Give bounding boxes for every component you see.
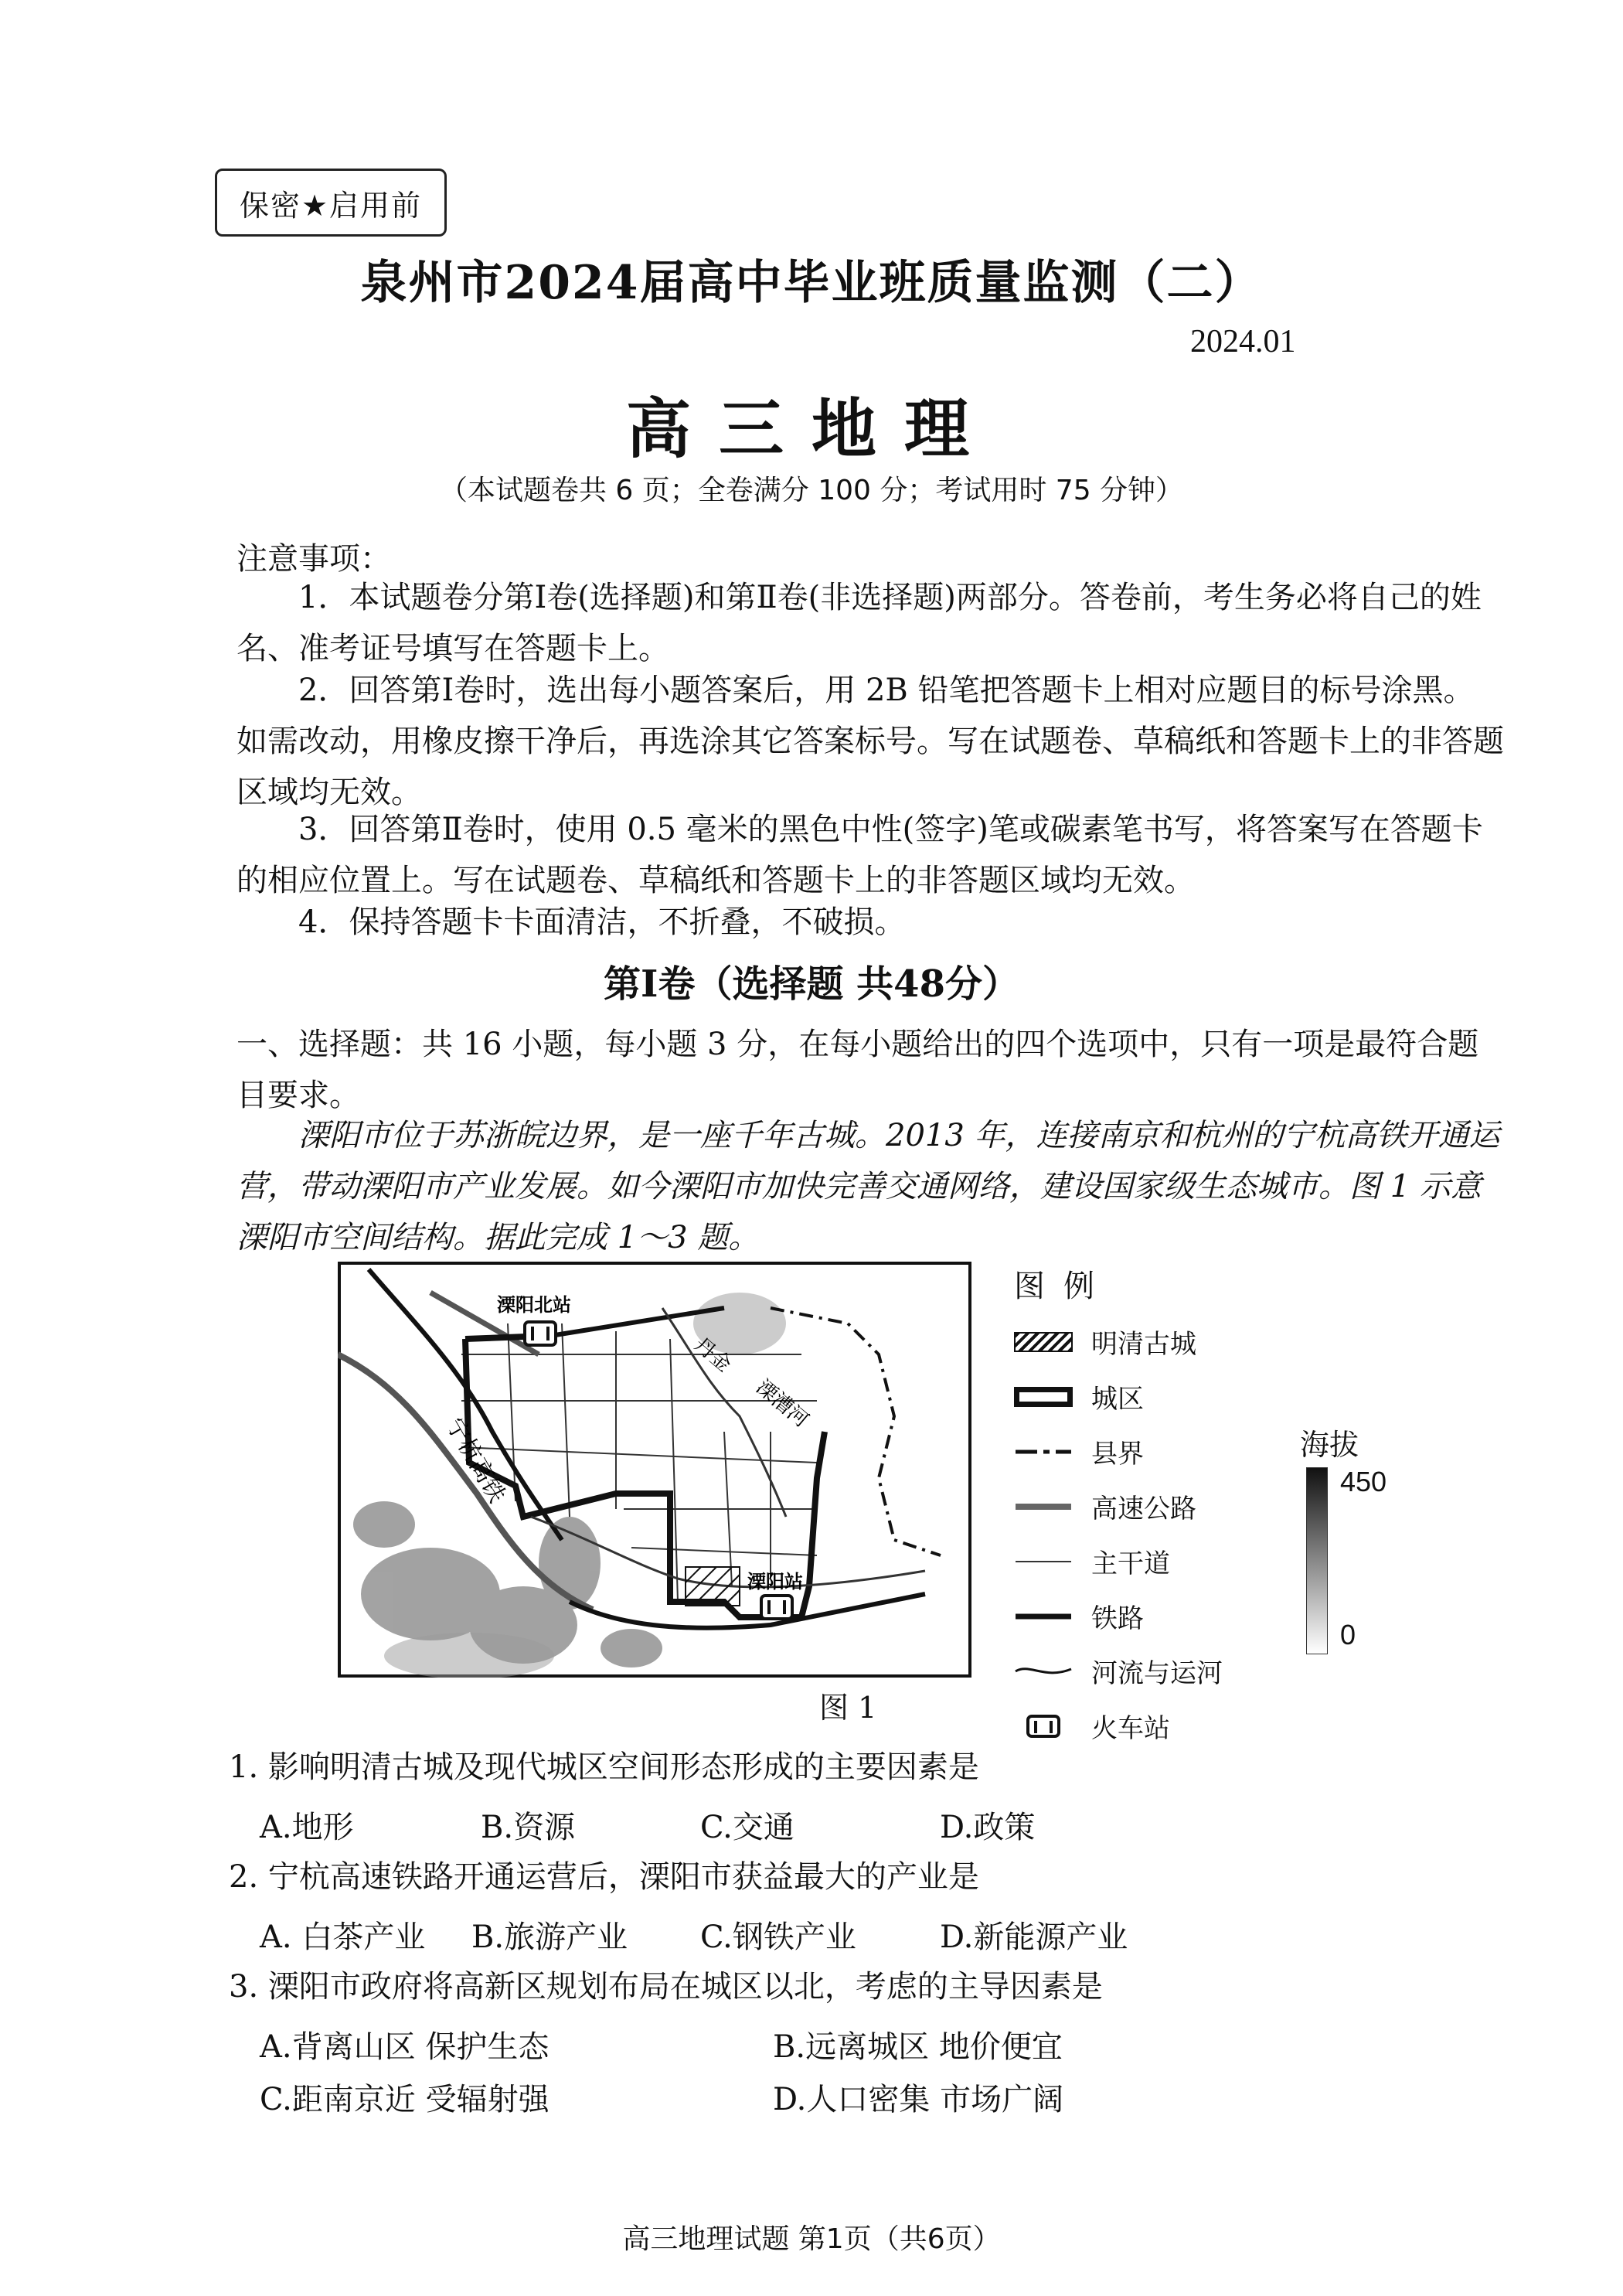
exam-title: 泉州市2024届高中毕业班质量监测（二） — [360, 256, 1263, 310]
section-instruction: 一、选择题：共 16 小题，每小题 3 分，在每小题给出的四个选项中，只有一项是最符合题目要求。 — [236, 1027, 1479, 1113]
notice-item-1: 1．本试题卷分第Ⅰ卷(选择题)和第Ⅱ卷(非选择题)两部分。答卷前，考生务必将自己的姓名、准考证号填写在答题卡上。 — [236, 580, 1482, 666]
subject-title: 高三地理 — [625, 390, 997, 467]
exam-date: 2024.01 — [1190, 324, 1296, 359]
page-footer: 高三地理试题 第1页（共6页） — [622, 2223, 1001, 2255]
legend-station: 火车站 — [1014, 1707, 1277, 1745]
q3-option-a[interactable]: A.背离山区 保护生态 — [260, 2029, 550, 2065]
q2-option-b[interactable]: B.旅游产业 — [471, 1920, 628, 1955]
hatch-swatch — [1014, 1332, 1073, 1352]
map-svg — [338, 1262, 971, 1678]
legend-city: 城区 — [1014, 1378, 1277, 1415]
map-legend — [1014, 1262, 1277, 1745]
notice-item-2: 2．回答第Ⅰ卷时，选出每小题答案后，用 2B 铅笔把答题卡上相对应题目的标号涂黑。如需改动，用橡皮擦干净后，再选涂其它答案标号。写在试题卷、草稿纸和答题卡上的非答题区域均无效。 — [236, 673, 1504, 810]
city-map — [338, 1262, 971, 1678]
question-1-stem: 1. 影响明清古城及现代城区空间形态形成的主要因素是 — [229, 1749, 979, 1785]
q3-option-d[interactable]: D.人口密集 市场广阔 — [773, 2082, 1064, 2117]
county-swatch — [1014, 1442, 1073, 1462]
map-caption: 图 1 — [819, 1691, 877, 1725]
notice-item-3: 3．回答第Ⅱ卷时，使用 0.5 毫米的黑色中性(签字)笔或碳素笔书写，将答案写在答题卡的相应位置上。写在试题卷、草稿纸和答题卡上的非答题区域均无效。 — [236, 812, 1483, 898]
q2-option-c[interactable]: C.钢铁产业 — [700, 1920, 856, 1955]
q2-option-d[interactable]: D.新能源产业 — [940, 1920, 1128, 1955]
legend-title: 图例 — [1014, 1269, 1113, 1304]
exam-info: （本试题卷共 6 页；全卷满分 100 分；考试用时 75 分钟） — [439, 475, 1184, 506]
q1-option-b[interactable]: B.资源 — [481, 1810, 576, 1845]
elevation-bar — [1306, 1467, 1328, 1654]
railway-label: 宁杭高铁 — [441, 1413, 511, 1507]
legend-railway: 铁路 — [1014, 1597, 1277, 1635]
legend-county: 县界 — [1014, 1432, 1277, 1470]
river1-label: 丹金 — [689, 1333, 736, 1377]
railway-swatch — [1014, 1606, 1073, 1627]
q3-option-b[interactable]: B.远离城区 地价便宜 — [773, 2029, 1063, 2065]
notice-item-4: 4．保持答题卡卡面清洁，不折叠，不破损。 — [298, 904, 906, 940]
legend-highway: 高速公路 — [1014, 1487, 1277, 1525]
q1-option-a[interactable]: A.地形 — [260, 1810, 354, 1845]
legend-river: 河流与运河 — [1014, 1652, 1277, 1690]
train-station-icon — [1014, 1715, 1073, 1738]
north-station-icon — [525, 1322, 556, 1345]
q1-option-d[interactable]: D.政策 — [940, 1810, 1036, 1845]
elevation-max: 450 — [1340, 1466, 1387, 1497]
river2-label: 溧漕河 — [751, 1375, 813, 1432]
section-title: 第Ⅰ卷（选择题 共48分） — [604, 962, 1019, 1006]
legend-old-town: 明清古城 — [1014, 1323, 1277, 1361]
confidential-badge: 保密★启用前 — [215, 169, 447, 237]
legend-road: 主干道 — [1014, 1542, 1277, 1580]
elevation-min: 0 — [1340, 1619, 1356, 1650]
elevation-title: 海拔 — [1300, 1428, 1359, 1462]
notice-heading: 注意事项： — [236, 541, 391, 577]
river-swatch — [1014, 1661, 1073, 1681]
main-station-label: 溧阳站 — [747, 1571, 803, 1593]
question-2-stem: 2. 宁杭高速铁路开通运营后，溧阳市获益最大的产业是 — [229, 1859, 979, 1895]
q3-option-c[interactable]: C.距南京近 受辐射强 — [260, 2082, 550, 2117]
question-3-stem: 3. 溧阳市政府将高新区规划布局在城区以北，考虑的主导因素是 — [229, 1969, 1103, 2005]
road-swatch — [1014, 1552, 1073, 1572]
highway-swatch — [1014, 1497, 1073, 1517]
main-station-icon — [761, 1596, 792, 1619]
question-passage: 溧阳市位于苏浙皖边界，是一座千年古城。2013 年，连接南京和杭州的宁杭高铁开通运营，带动溧阳市产业发展。如今溧阳市加快完善交通网络，建设国家级生态城市。图 1 示意溧阳市空间结构。据此完成 1～3 题。 — [236, 1118, 1500, 1255]
city-swatch — [1014, 1387, 1073, 1407]
q2-option-a[interactable]: A. 白茶产业 — [260, 1920, 426, 1955]
north-station-label: 溧阳北站 — [497, 1294, 571, 1316]
q1-option-c[interactable]: C.交通 — [700, 1810, 794, 1845]
